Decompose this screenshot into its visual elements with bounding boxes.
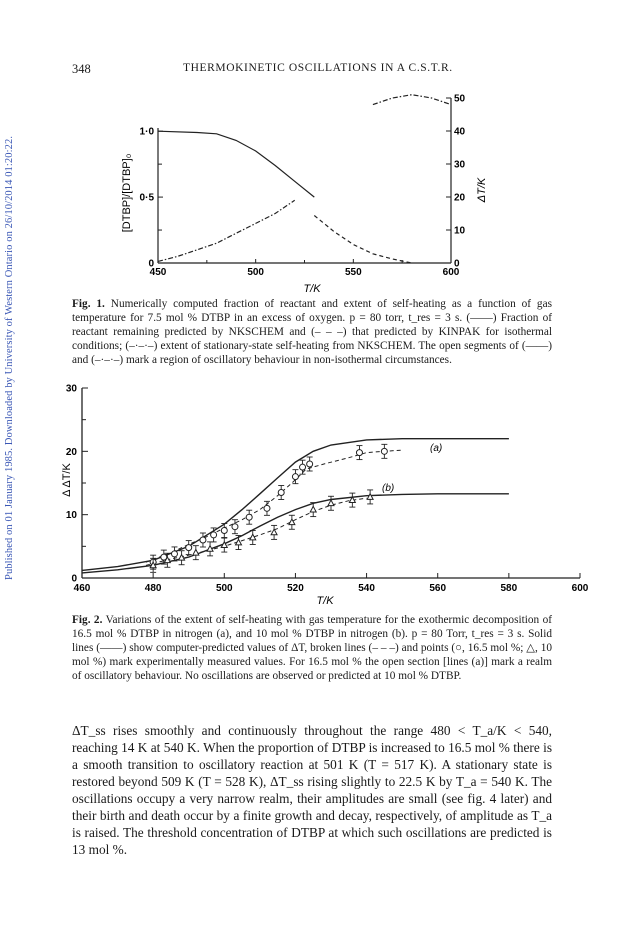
- figure-2-triangle-point: [367, 494, 373, 500]
- figure-1-series-line-1: [314, 216, 412, 264]
- figure-1-x-tick-label: 600: [442, 267, 460, 278]
- figure-1-right-tick-label: 30: [454, 159, 466, 171]
- figure-1-left-tick-label: 1·0: [139, 126, 154, 138]
- figure-1-series-line-2: [158, 200, 295, 261]
- figure-1-x-tick-label: 450: [149, 267, 167, 278]
- figure-1-right-tick-label: 10: [454, 225, 466, 237]
- figure-1-x-tick-label: 500: [247, 267, 265, 278]
- figure-2-circle-point: [292, 474, 298, 480]
- figure-2-series-line-3: [146, 498, 367, 565]
- figure-2-x-tick-label: 480: [144, 583, 162, 594]
- figure-2-y-tick-label: 0: [71, 573, 77, 585]
- figure-2-triangle-point: [193, 549, 199, 555]
- figure-2-circle-point: [264, 505, 270, 511]
- figure-2-triangle-point: [328, 500, 334, 506]
- figure-2-circle-point: [381, 448, 387, 454]
- figure-2-circle-point: [221, 528, 227, 534]
- figure-2-circle-point: [300, 464, 306, 470]
- figure-2-circle-point: [200, 537, 206, 543]
- figure-1-x-axis-label: T/K: [303, 283, 321, 295]
- figure-2-caption-lead: Fig. 2.: [72, 614, 103, 626]
- figure-2-x-axis-label: T/K: [316, 595, 334, 607]
- figure-2-x-tick-label: 560: [429, 583, 447, 594]
- figure-2-points: [150, 444, 387, 572]
- figure-2-y-tick-label: 30: [65, 383, 77, 395]
- figure-2-x-tick-label: 500: [215, 583, 233, 594]
- figure-2-circle-point: [171, 551, 177, 557]
- figure-2-chart: [0, 370, 624, 610]
- figure-2-axes: [82, 388, 580, 578]
- figure-2-x-tick-label: 520: [287, 583, 304, 594]
- figure-2-y-tick-label: 10: [65, 510, 77, 522]
- figure-2-triangle-point: [310, 506, 316, 512]
- figure-1-lines: [158, 95, 451, 263]
- figure-1-x-tick-label: 550: [344, 267, 362, 278]
- figure-2-y-axis-label: Δ ΔT/K: [61, 463, 73, 497]
- figure-1-caption-text: Numerically computed fraction of reactant and extent of self-heating as a function of gas temperature for 7.5 mol % DTBP in an excess of oxygen. p = 80 torr, t_res = 3 s. (——) Fraction of reactant remaining predicted by NKSCHEM and (– – –) that predicted by KINPAK for isothermal conditions; (–·–·–) extent of stationary-state self-heating from NKSCHEM. The open segments of (——) and (–·–·–) mark a region of oscillatory behaviour in non-isothermal circumstances.: [72, 298, 552, 366]
- body-paragraph: ΔT_ss rises smoothly and continuously throughout the range 480 < T_a/K < 540, reaching 14 K at 540 K. When the proportion of DTBP is increased to 16.5 mol % there is a smooth transition to oscillatory reaction at 501 K (T = 517 K). A stationary state is restored beyond 509 K (T = 528 K), ΔT_ss rising slightly to 22.5 K by T_a = 540 K. The oscillations occupy a very narrow realm, their amplitudes are small (see fig. 4 later) and their birth and death occur by a finite growth and decay, respectively, of amplitude as T_a is raised. The threshold concentration of DTBP at which such oscillations are predicted is 13 mol %.: [72, 723, 552, 857]
- figure-1-series-line-0: [158, 131, 314, 197]
- figure-2-circle-point: [278, 490, 284, 496]
- figure-2-series-label-b: (b): [382, 483, 395, 494]
- figure-2-series-line-2: [146, 450, 402, 562]
- figure-2-x-tick-label: 460: [73, 583, 91, 594]
- download-watermark-text: Published on 01 January 1985. Downloaded by University of Western Ontario on 26/10/2014 01:20:22.: [4, 135, 15, 580]
- figure-2-circle-point: [186, 545, 192, 551]
- figure-2-y-tick-label: 20: [65, 446, 77, 458]
- figure-2-lines: [82, 439, 509, 573]
- figure-1-axes: [158, 98, 451, 263]
- figure-2-circle-point: [246, 514, 252, 520]
- figure-1-right-tick-label: 20: [454, 192, 466, 204]
- figure-1-right-tick-label: 40: [454, 126, 466, 138]
- figure-1-series-line-3: [373, 95, 451, 105]
- figure-1-left-tick-label: 0·5: [139, 192, 154, 204]
- figure-1-left-axis-label: [DTBP]/[DTBP]₀: [121, 153, 133, 233]
- figure-2-series-line-0: [82, 439, 509, 571]
- figure-2-triangle-point: [179, 555, 185, 561]
- figure-2-x-tick-label: 580: [500, 583, 518, 594]
- figure-2-caption: [72, 613, 552, 683]
- figure-1-right-tick-label: 50: [454, 93, 466, 105]
- figure-1-ticks: [140, 94, 466, 279]
- figure-2-x-tick-label: 540: [358, 583, 375, 594]
- figure-2-triangle-point: [250, 534, 256, 540]
- running-title: THERMOKINETIC OSCILLATIONS IN A C.S.T.R.: [183, 62, 453, 74]
- figure-2-circle-point: [211, 532, 217, 538]
- figure-1-caption-lead: Fig. 1.: [72, 298, 105, 310]
- figure-2-caption-text: Variations of the extent of self-heating with gas temperature for the exothermic decomposition of 16.5 mol % DTBP in nitrogen (a), and 10 mol % DTBP in nitrogen (b). p = 80 Torr, t_res = 3 s. Solid lines (——) show computer-predicted values of ΔT, broken lines (– – –) and points (○, 16.5 mol %; △, 10 mol %) mark experimentally measured values. For 16.5 mol % the open section [lines (a)] mark a realm of oscillatory behaviour. No oscillations are observed or predicted at 10 mol % DTBP.: [72, 614, 552, 682]
- page-number: 348: [72, 62, 91, 76]
- figure-2-series-label-a: (a): [430, 443, 443, 454]
- figure-1-right-tick-label: 0: [454, 258, 460, 270]
- figure-1-right-axis-label: ΔT/K: [476, 177, 488, 203]
- figure-2-x-tick-label: 600: [571, 583, 589, 594]
- figure-1-left-tick-label: 0: [148, 258, 154, 270]
- figure-2-triangle-point: [271, 529, 277, 535]
- figure-1-caption: [72, 297, 552, 367]
- figure-1-chart: [0, 0, 624, 300]
- figure-2-circle-point: [232, 524, 238, 530]
- figure-2-circle-point: [307, 461, 313, 467]
- figure-2-circle-point: [356, 450, 362, 456]
